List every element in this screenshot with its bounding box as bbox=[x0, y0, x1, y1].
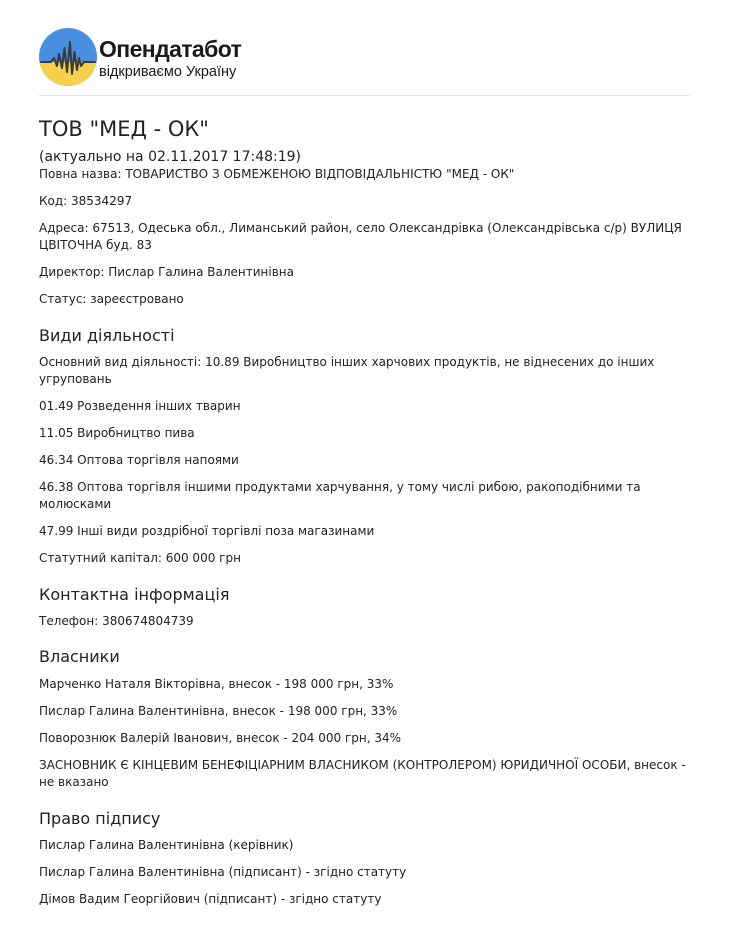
document bbox=[39, 28, 690, 906]
actual-date: (актуально на 02.11.2017 17:48:19) bbox=[39, 149, 302, 165]
brand bbox=[99, 36, 241, 81]
activities-heading: Види діяльності bbox=[39, 326, 175, 345]
owners-heading: Власники bbox=[39, 647, 120, 666]
signature-item: Пислар Галина Валентинівна (підписант) - згідно статуту bbox=[39, 865, 407, 879]
activity-item: 46.34 Оптова торгівля напоями bbox=[39, 453, 239, 467]
owner-item: Поворознюк Валерій Іванович, внесок - 204 000 грн, 34% bbox=[39, 731, 402, 745]
company-code: Код: 38534297 bbox=[39, 194, 133, 208]
company-title: ТОВ "МЕД - ОК" bbox=[39, 117, 209, 141]
signature-item: Пислар Галина Валентинівна (керівник) bbox=[39, 838, 294, 852]
activity-item: Основний вид діяльності: 10.89 Виробництво інших харчових продуктів, не віднесених до інших угруповань bbox=[39, 355, 655, 386]
contacts-heading: Контактна інформація bbox=[39, 585, 230, 604]
owner-item: Пислар Галина Валентинівна, внесок - 198 000 грн, 33% bbox=[39, 704, 398, 718]
brand-tagline: відкриваємо Україну bbox=[99, 64, 237, 80]
company-director: Директор: Пислар Галина Валентинівна bbox=[39, 265, 294, 279]
signatures-heading: Право підпису bbox=[39, 809, 161, 828]
capital: Статутний капітал: 600 000 грн bbox=[39, 551, 241, 565]
activity-item: 46.38 Оптова торгівля іншими продуктами харчування, у тому числі рибою, ракоподібними та молюсками bbox=[39, 480, 641, 511]
header bbox=[39, 28, 690, 96]
full-name: Повна назва: ТОВАРИСТВО З ОБМЕЖЕНОЮ ВІДПОВІДАЛЬНІСТЮ "МЕД - ОК" bbox=[39, 167, 515, 181]
owner-item: Марченко Наталя Вікторівна, внесок - 198 000 грн, 33% bbox=[39, 677, 394, 691]
company-status: Статус: зареєстровано bbox=[39, 292, 184, 306]
phone: Телефон: 380674804739 bbox=[39, 614, 194, 628]
opendatabot-logo-icon bbox=[39, 28, 97, 86]
activity-item: 47.99 Інші види роздрібної торгівлі поза магазинами bbox=[39, 524, 375, 538]
activity-item: 11.05 Виробництво пива bbox=[39, 426, 195, 440]
company-address: Адреса: 67513, Одеська обл., Лиманський район, село Олександрівка (Олександрівська с/р) ВУЛИЦЯ ЦВІТОЧНА буд. 83 bbox=[39, 221, 682, 252]
signature-item: Дімов Вадим Георгійович (підписант) - згідно статуту bbox=[39, 892, 382, 906]
company-info bbox=[39, 148, 690, 908]
brand-name: Опендатабот bbox=[99, 36, 242, 62]
owner-item: ЗАСНОВНИК Є КІНЦЕВИМ БЕНЕФІЦІАРНИМ ВЛАСНИКОМ (КОНТРОЛЕРОМ) ЮРИДИЧНОЇ ОСОБИ, внесок - не вказано bbox=[39, 758, 686, 789]
activity-item: 01.49 Розведення інших тварин bbox=[39, 399, 241, 413]
